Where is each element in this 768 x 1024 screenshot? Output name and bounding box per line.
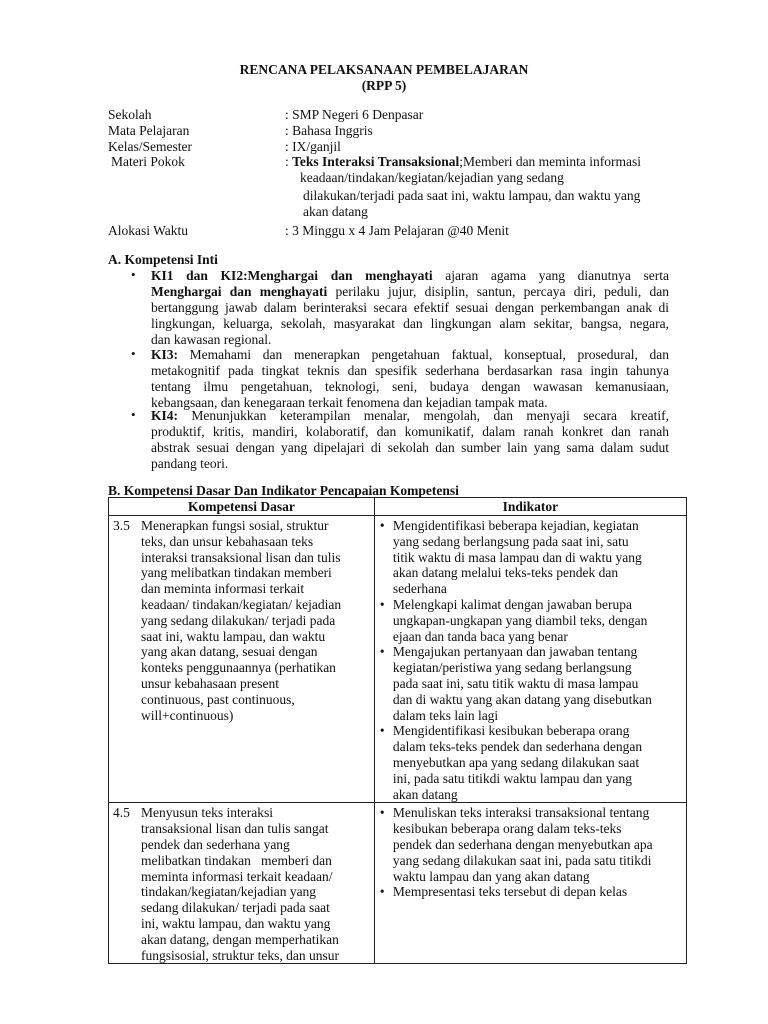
ind-line: kesibukan beberapa orang dalam teks-teks: [392, 821, 622, 837]
kd-line: dan meminta informasi terkait: [141, 581, 305, 597]
kd-line: saat ini, waktu lampau, dan waktu: [141, 628, 326, 644]
ki1-line: bertanggung jawab dalam berinteraksi secara efektif sesuai dengan perkembangan anak di: [151, 300, 669, 315]
kd-number: 3.5: [113, 518, 130, 533]
ki3-line: kebangsaan, dan kenegaraan terkait fenomena dan kejadian tampak mata.: [151, 395, 548, 410]
ki4-label: KI4:: [151, 408, 178, 423]
ki1-line: [151, 284, 669, 300]
ind-line: • Mengajukan pertanyaan dan jawaban tentang: [392, 644, 638, 660]
ind-line: yang sedang berlangsung pada saat ini, satu: [392, 533, 629, 549]
indikator-cell: [374, 516, 686, 803]
ind-line: • Mengidentifikasi kesibukan beberapa orang: [392, 723, 630, 739]
ki1-line: [151, 268, 669, 284]
ki3-line: [151, 347, 669, 363]
indikator-item: [375, 723, 682, 802]
ind-line: kegiatan/peristiwa yang sedang berlangsung: [392, 660, 632, 676]
label-kelas-semester: Kelas/Semester: [108, 139, 192, 154]
bullet-icon: •: [131, 407, 136, 422]
col-header-indikator: Indikator: [374, 498, 686, 516]
value-sekolah: : SMP Negeri 6 Denpasar: [285, 107, 424, 122]
kd-line: meminta informasi terkait keadaan/: [141, 868, 333, 884]
ki4-line: produktif, kritis, mandiri, kolaboratif, dan komunikatif, dalam ranah konkret dan ranah: [151, 424, 669, 439]
col-header-kompetensi: Kompetensi Dasar: [109, 498, 375, 516]
indikator-item: [375, 518, 682, 597]
kd-line: yang akan datang, sesuai dengan: [141, 644, 318, 660]
section-b-heading: B. Kompetensi Dasar Dan Indikator Pencapaian Kompetensi: [108, 483, 459, 498]
table-row: [109, 803, 687, 964]
indikator-item: [375, 805, 682, 884]
ind-line: ungkapan-ungkapan yang diambil teks, dengan: [392, 612, 648, 628]
ki3-text: Memahami dan menerapkan pengetahuan faktual, konseptual, prosedural, dan: [189, 347, 670, 362]
ind-line: titik waktu di masa lampau dan di waktu yang: [392, 549, 642, 565]
ind-line: dalam teks lain lagi: [392, 707, 499, 723]
document-title: RENCANA PELAKSANAAN PEMBELAJARAN: [239, 62, 529, 77]
ki3-label: KI3:: [151, 347, 178, 362]
kd-line: teks, dan unsur kebahasaan teks: [141, 533, 314, 549]
kd-line: ini, waktu lampau, dan waktu yang: [141, 915, 331, 931]
ind-line: ini, pada satu titikdi waktu lampau dan yang: [392, 770, 633, 786]
document-subtitle: (RPP 5): [361, 78, 407, 93]
label-materi-pokok: Materi Pokok: [111, 154, 185, 169]
ind-line: menyebutkan apa yang sedang dilakukan saat: [392, 754, 640, 770]
value-alokasi-waktu: : 3 Minggu x 4 Jam Pelajaran @40 Menit: [285, 223, 509, 238]
kd-line: unsur kebahasaan present: [141, 675, 279, 691]
kd-line: yang melibatkan tindakan memberi: [141, 565, 332, 581]
kd-line: sedang dilakukan/ terjadi pada saat: [141, 900, 330, 916]
label-alokasi-waktu: Alokasi Waktu: [108, 223, 189, 238]
indikator-item: [375, 884, 682, 900]
ind-line: yang sedang dilakukan saat ini, pada satu titikdi: [392, 852, 652, 868]
kd-line: tindakan/kegiatan/kejadian yang: [141, 884, 317, 900]
ind-line: ejaan dan tanda baca yang benar: [392, 628, 568, 644]
ki1-line: dan kawasan regional.: [151, 332, 272, 347]
table-row: [109, 516, 687, 803]
bullet-icon: •: [131, 267, 136, 282]
kd-cell: [109, 803, 375, 964]
value-mata-pelajaran: : Bahasa Inggris: [285, 123, 373, 138]
materi-cont-line: akan datang: [303, 204, 368, 219]
materi-rest: ;Memberi dan meminta informasi: [459, 154, 642, 169]
kd-line: fungsisosial, struktur teks, dan unsur: [141, 947, 339, 963]
kd-line: Menyusun teks interaksi: [141, 805, 273, 821]
ki1-label: KI1 dan KI2:Menghargai dan menghayati: [151, 268, 433, 283]
kd-text: [141, 805, 371, 963]
indikator-list: [375, 518, 686, 802]
kd-line: will+continuous): [141, 707, 234, 723]
kd-line: akan datang, dengan memperhatikan: [141, 931, 339, 947]
materi-prefix: :: [285, 154, 293, 169]
ki4-text: Menunjukkan keterampilan menalar, mengolah, dan menyaji secara kreatif,: [191, 408, 670, 423]
table-header-row: [109, 498, 687, 516]
ind-line: • Mengidentifikasi beberapa kejadian, kegiatan: [392, 518, 639, 533]
ki1-bold-phrase: Menghargai dan menghayati: [151, 284, 328, 299]
label-mata-pelajaran: Mata Pelajaran: [108, 123, 190, 138]
ki3-line: tentang ilmu pengetahuan, teknologi, seni, budaya dengan wawasan kemanusiaan,: [151, 379, 669, 394]
value-materi-pokok: [285, 154, 641, 170]
kd-line: konteks penggunaannya (perhatikan: [141, 660, 336, 676]
ki1-line: lingkungan, keluarga, sekolah, masyarakat dan lingkungan alam sekitar, bangsa, negara,: [151, 316, 669, 331]
ki1-text: ajaran agama yang dianutnya serta: [445, 268, 670, 283]
competency-table: [108, 497, 687, 964]
kd-line: interaksi transaksional lisan dan tulis: [141, 549, 341, 565]
materi-bold: Teks Interaksi Transaksional: [292, 154, 460, 169]
kd-text: [141, 518, 371, 723]
ind-line: • Mempresentasi teks tersebut di depan kelas: [392, 884, 628, 900]
kd-line: yang sedang dilakukan/ terjadi pada: [141, 612, 336, 628]
ind-line: dalam teks-teks pendek dan sederhana dengan: [392, 739, 643, 755]
ki4-line: abstrak sesuai dengan yang dipelajari di sekolah dan sumber lain yang sama dalam sudut: [151, 440, 669, 455]
label-sekolah: Sekolah: [108, 107, 152, 122]
indikator-item: [375, 597, 682, 644]
kd-number: 4.5: [113, 805, 130, 821]
ki3-line: metakognitif pada tingkat teknis dan spesifik sederhana berdasarkan rasa ingin tahunya: [151, 363, 669, 378]
indikator-item: [375, 644, 682, 723]
ki4-line: pandang teori.: [151, 456, 229, 471]
indikator-cell: [374, 803, 686, 964]
ind-line: • Melengkapi kalimat dengan jawaban berupa: [392, 596, 633, 612]
kd-line: pendek dan sederhana yang: [141, 836, 290, 852]
indikator-list: [375, 805, 686, 900]
kd-line: continuous, past continuous,: [141, 691, 295, 707]
ind-line: waktu lampau dan yang akan datang: [392, 868, 590, 884]
ki4-line: [151, 408, 669, 424]
value-kelas-semester: : IX/ganjil: [285, 139, 341, 154]
materi-cont-line: dilakukan/terjadi pada saat ini, waktu lampau, dan waktu yang: [303, 188, 641, 203]
kd-line: transaksional lisan dan tulis sangat: [141, 821, 329, 837]
kd-line: Menerapkan fungsi sosial, struktur: [141, 518, 329, 533]
ind-line: akan datang melalui teks-teks pendek dan: [392, 565, 619, 581]
ind-line: dan di waktu yang akan datang yang disebutkan: [392, 691, 652, 707]
bullet-icon: •: [131, 346, 136, 361]
kd-line: melibatkan tindakan memberi dan: [141, 852, 332, 868]
kd-cell: [109, 516, 375, 803]
ind-line: pada saat ini, satu titik waktu di masa lampau: [392, 675, 639, 691]
ind-line: • Menuliskan teks interaksi transaksional tentang: [392, 805, 650, 821]
materi-cont-line: keadaan/tindakan/kegiatan/kejadian yang sedang: [300, 170, 564, 185]
ind-line: akan datang: [392, 786, 458, 802]
section-a-heading: A. Kompetensi Inti: [108, 252, 218, 267]
ki1-text: perilaku jujur, disiplin, santun, percaya diri, peduli, dan: [335, 284, 670, 299]
kd-line: keadaan/ tindakan/kegiatan/ kejadian: [141, 596, 342, 612]
ind-line: pendek dan sederhana dengan menyebutkan apa: [392, 836, 653, 852]
ind-line: sederhana: [392, 581, 447, 597]
